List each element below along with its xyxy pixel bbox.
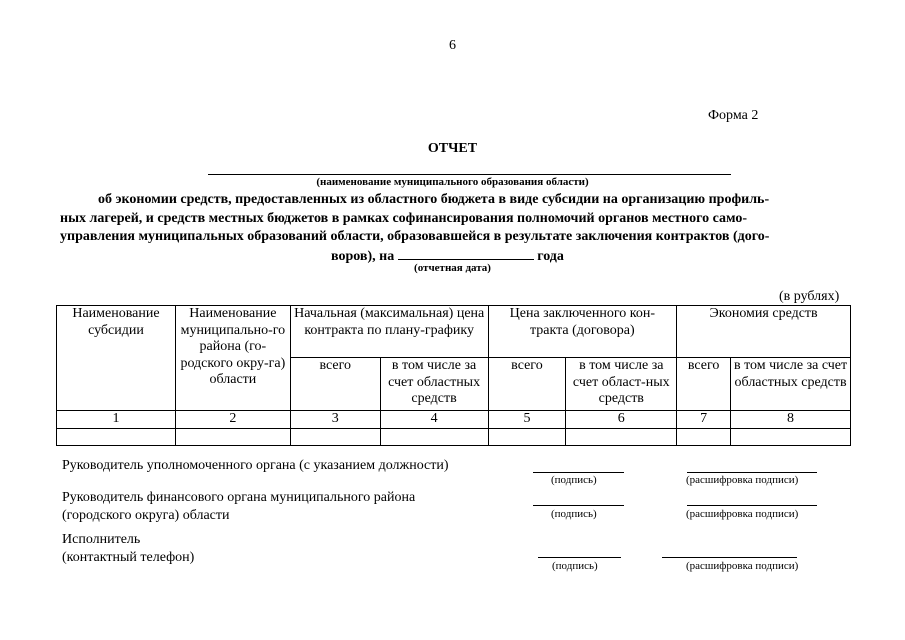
decode-line — [687, 472, 817, 473]
decode-line — [687, 505, 817, 506]
table-cell — [488, 428, 566, 445]
header-contract-price: Цена заключенного кон-тракта (договора) — [488, 306, 677, 358]
table-cell — [290, 428, 380, 445]
subheader-regional: в том числе за счет областных средств — [380, 358, 488, 411]
page-number: 6 — [449, 38, 456, 53]
table-cell — [57, 428, 176, 445]
column-number: 5 — [488, 411, 566, 429]
report-date-line — [398, 247, 534, 260]
table-cell — [175, 428, 290, 445]
subheader-regional: в том числе за счет област-ных средств — [566, 358, 677, 411]
report-title: ОТЧЕТ — [427, 141, 478, 156]
signature-caption: (подпись) — [552, 560, 598, 572]
column-number: 7 — [677, 411, 731, 429]
signature-line — [533, 505, 624, 506]
report-date-caption: (отчетная дата) — [414, 262, 491, 274]
signature-caption: (подпись) — [551, 474, 597, 486]
table-cell — [566, 428, 677, 445]
subheader-total: всего — [290, 358, 380, 411]
column-number: 4 — [380, 411, 488, 429]
decode-caption: (расшифровка подписи) — [686, 560, 799, 572]
report-table — [56, 305, 851, 446]
head-finance-label: Руководитель финансового органа муниципального района (городского округа) области — [62, 490, 416, 523]
table-header-row — [57, 306, 851, 358]
subheader-total: всего — [677, 358, 731, 411]
column-number: 2 — [175, 411, 290, 429]
decode-line — [662, 557, 797, 558]
column-number: 3 — [290, 411, 380, 429]
header-district-name: Наименование муниципально-го района (го-родского окру-га) области — [175, 306, 290, 411]
header-savings: Экономия средств — [677, 306, 851, 358]
column-number: 6 — [566, 411, 677, 429]
municipality-caption: (наименование муниципального образования области) — [316, 176, 589, 188]
header-initial-price: Начальная (максимальная) цена контракта по плану-графику — [290, 306, 488, 358]
subheader-total: всего — [488, 358, 566, 411]
description-line-4: воров), на года — [331, 248, 564, 264]
decode-caption: (расшифровка подписи) — [686, 508, 799, 520]
signature-caption: (подпись) — [551, 508, 597, 520]
header-subsidy-name: Наименование субсидии — [57, 306, 176, 411]
municipality-name-line — [208, 174, 731, 175]
head-authorized-label: Руководитель уполномоченного органа (с указанием должности) — [62, 458, 449, 473]
subheader-regional: в том числе за счет областных средств — [731, 358, 851, 411]
description-line-1: об экономии средств, предоставленных из областного бюджета в виде субсидии на организацию профиль- — [98, 192, 770, 207]
description-line-3: управления муниципальных образований области, образовавшейся в результате заключения контрактов (дого- — [60, 229, 770, 244]
report-description — [60, 191, 846, 266]
table-cell — [677, 428, 731, 445]
decode-caption: (расшифровка подписи) — [686, 474, 799, 486]
table-row — [57, 428, 851, 445]
units-label: (в рублях) — [779, 289, 840, 304]
table-cell — [731, 428, 851, 445]
column-number-row — [57, 411, 851, 429]
form-label: Форма 2 — [708, 108, 759, 123]
column-number: 1 — [57, 411, 176, 429]
signature-line — [538, 557, 621, 558]
executor-label: Исполнитель (контактный телефон) — [62, 532, 195, 565]
table-cell — [380, 428, 488, 445]
description-line-2: ных лагерей, и средств местных бюджетов в рамках софинансирования полномочий органов местного само- — [60, 210, 747, 226]
signature-line — [533, 472, 624, 473]
column-number: 8 — [731, 411, 851, 429]
